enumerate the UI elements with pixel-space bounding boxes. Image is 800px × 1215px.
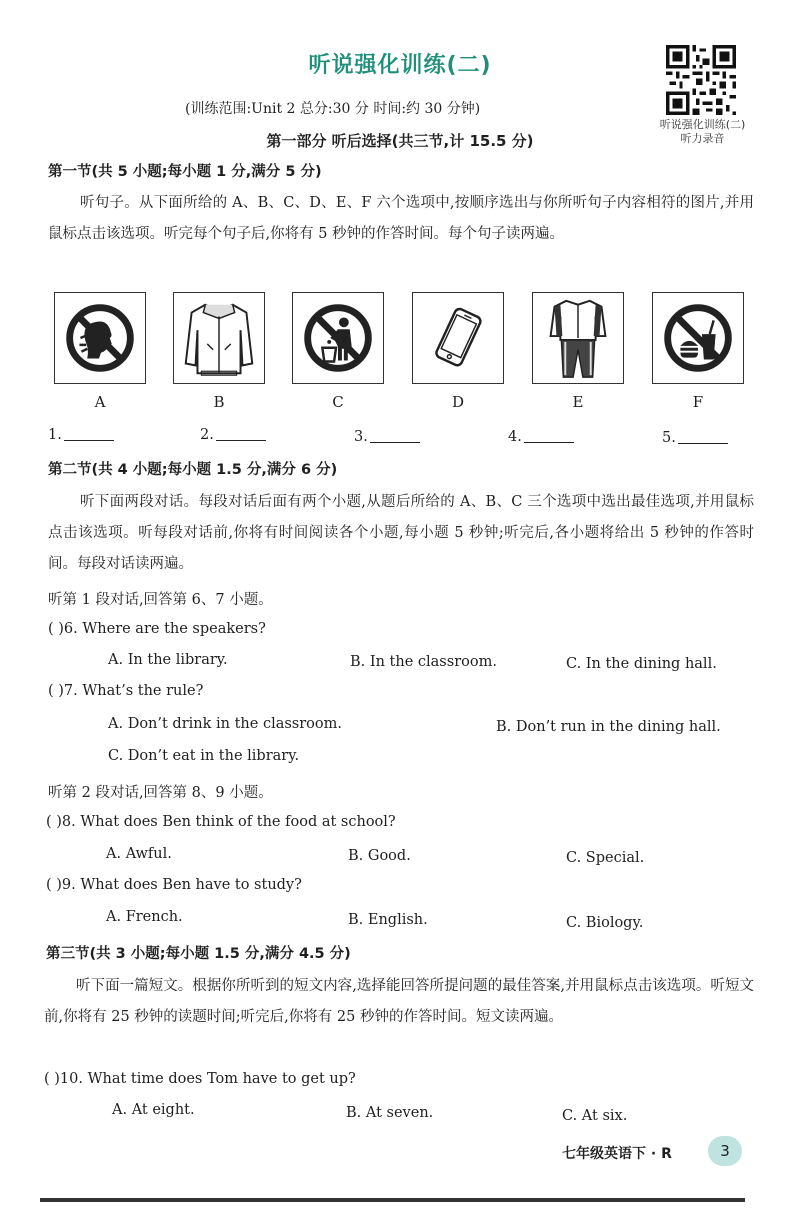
q7-option-b[interactable]: B. Don’t run in the dining hall. [496,719,721,735]
picture-c[interactable] [292,292,384,384]
blank-number: 1. [48,427,62,443]
answer-blank-1[interactable] [48,426,114,443]
q9-option-b[interactable]: B. English. [348,912,428,928]
answer-blank-3[interactable] [354,428,420,445]
q8-option-a[interactable]: A. Awful. [106,846,172,862]
question-6: ( )6. Where are the speakers? [48,621,266,637]
q10-option-a[interactable]: A. At eight. [112,1102,195,1118]
answer-blank-5[interactable] [662,429,728,446]
picture-d[interactable] [412,292,504,384]
section-two-heading: 第二节(共 4 小题;每小题 1.5 分,满分 6 分) [48,462,338,478]
picture-c-label: C [332,393,344,411]
qr-caption-title: 听说强化训练(二) [659,118,746,131]
q9-option-c[interactable]: C. Biology. [566,915,644,931]
bottom-rule [40,1198,745,1202]
q10-option-c[interactable]: C. At six. [562,1108,628,1124]
q6-option-c[interactable]: C. In the dining hall. [566,656,717,672]
section-three-instructions: 听下面一篇短文。根据你所听到的短文内容,选择能回答所提问题的最佳答案,并用鼠标点击该选项。听短文前,你将有 25 秒钟的读题时间;听完后,你将有 25 秒钟的作答时间。短文读两遍。 [44,978,754,1025]
dialog-two-prompt: 听第 2 段对话,回答第 8、9 小题。 [48,785,273,801]
blank-number: 4. [508,429,522,445]
q9-option-a[interactable]: A. French. [106,909,183,925]
blank-number: 2. [200,427,214,443]
question-9: ( )9. What does Ben have to study? [46,877,302,893]
jacket-icon [174,293,264,383]
phone-icon [413,293,503,383]
part-one-heading: 第一部分 听后选择(共三节,计 15.5 分) [266,132,534,150]
dialog-one-prompt: 听第 1 段对话,回答第 6、7 小题。 [48,592,273,608]
answer-blank-4[interactable] [508,428,574,445]
uniform-icon [533,293,623,383]
section-three-heading: 第三节(共 3 小题;每小题 1.5 分,满分 4.5 分) [46,946,351,962]
question-8: ( )8. What does Ben think of the food at school? [46,814,396,830]
picture-f[interactable] [652,292,744,384]
section-one-heading: 第一节(共 5 小题;每小题 1 分,满分 5 分) [48,164,322,180]
picture-e-label: E [572,393,584,411]
training-meta: (训练范围:Unit 2 总分:30 分 时间:约 30 分钟) [185,101,481,117]
page-number: 3 [708,1136,742,1166]
section-one-instructions: 听句子。从下面所给的 A、B、C、D、E、F 六个选项中,按顺序选出与你所听句子内容相符的图片,并用鼠标点击该选项。听完每个句子后,你将有 5 秒钟的作答时间。每个句子读两遍。 [48,195,754,242]
picture-b[interactable] [173,292,265,384]
picture-b-label: B [213,393,225,411]
q8-option-b[interactable]: B. Good. [348,848,411,864]
q10-option-b[interactable]: B. At seven. [346,1105,434,1121]
picture-d-label: D [451,393,465,411]
question-10: ( )10. What time does Tom have to get up? [44,1071,356,1087]
book-title: 七年级英语下 · R [562,1146,672,1162]
q8-option-c[interactable]: C. Special. [566,850,645,866]
picture-e[interactable] [532,292,624,384]
no-food-icon [653,293,743,383]
qr-code-icon[interactable] [666,45,736,115]
question-7: ( )7. What’s the rule? [48,683,204,699]
page-title: 听说强化训练(二) [308,53,492,78]
q7-option-c[interactable]: C. Don’t eat in the library. [108,748,300,764]
answer-blank-2[interactable] [200,426,266,443]
blank-number: 3. [354,429,368,445]
blank-number: 5. [662,430,676,446]
picture-a-label: A [94,393,106,411]
no-talking-icon [55,293,145,383]
q6-option-a[interactable]: A. In the library. [108,652,228,668]
picture-f-label: F [692,393,704,411]
section-two-instructions: 听下面两段对话。每段对话后面有两个小题,从题后所给的 A、B、C 三个选项中选出最佳选项,并用鼠标点击该选项。听每段对话前,你将有时间阅读各个小题,每小题 5 秒钟;听完后,各小题将给出 5 秒钟的作答时间。每段对话读两遍。 [48,494,754,572]
q6-option-b[interactable]: B. In the classroom. [350,654,497,670]
no-littering-icon [293,293,383,383]
q7-option-a[interactable]: A. Don’t drink in the classroom. [108,716,342,732]
qr-caption-audio: 听力录音 [680,132,725,145]
picture-a[interactable] [54,292,146,384]
